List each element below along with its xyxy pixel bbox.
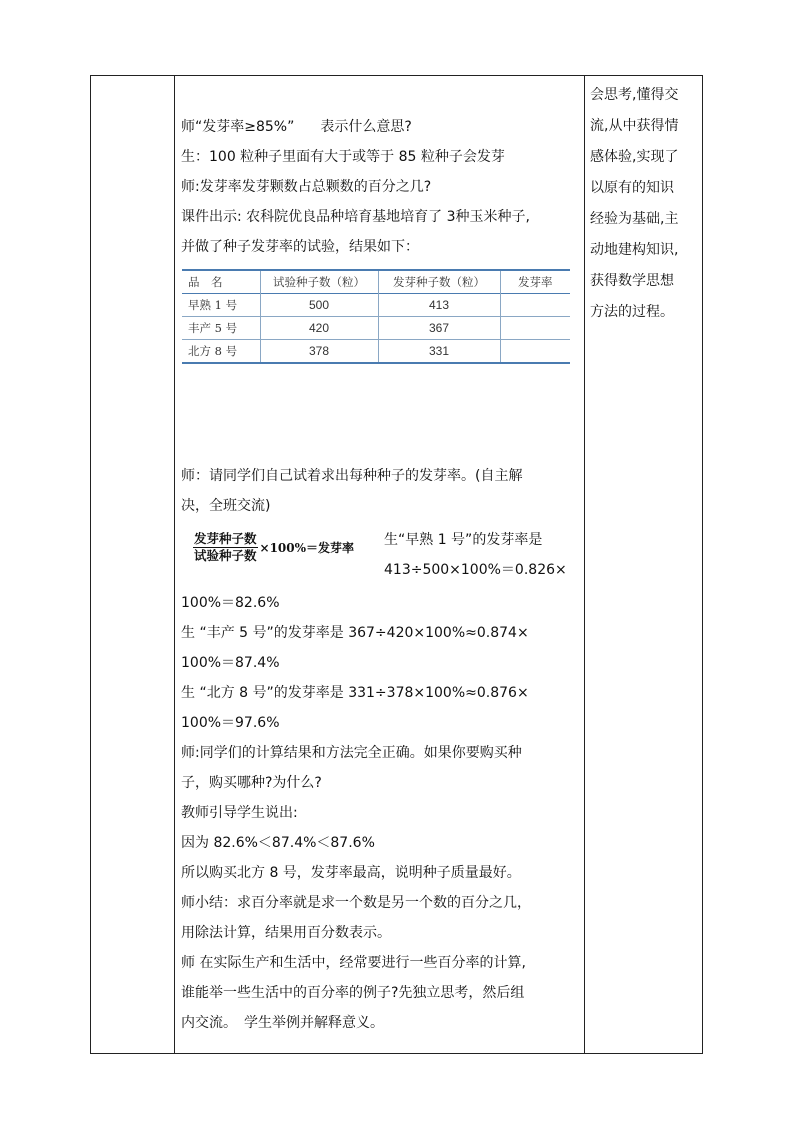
germination-rate-formula: [193, 531, 354, 564]
teacher-line: 子，购买哪种?为什么?: [181, 775, 322, 791]
student-answer-calc: 413÷500×100%＝0.826×: [384, 562, 567, 578]
summary-line: 用除法计算，结果用百分数表示。: [181, 925, 391, 941]
formula-fraction: [193, 531, 258, 564]
result-line: 100%＝97.6%: [181, 715, 280, 731]
comparison-line: 因为 82.6%＜87.4%＜87.6%: [181, 835, 375, 851]
conclusion-line: 所以购买北方 8 号，发芽率最高，说明种子质量最好。: [181, 865, 521, 881]
student-answer-early: [384, 525, 567, 585]
result-line: 100%＝82.6%: [181, 595, 280, 611]
teacher-line: 教师引导学生说出:: [181, 805, 298, 821]
table-row: [182, 317, 570, 340]
student-answer-line: 生 “北方 8 号”的发芽率是 331÷378×100%≈0.876×: [181, 685, 529, 701]
table-row: [182, 340, 570, 364]
courseware-line: 课件出示: 农科院优良品种培育基地培育了 3种玉米种子,: [181, 209, 530, 225]
result-line: 100%＝87.4%: [181, 655, 280, 671]
table-cell: 北方 8 号: [188, 344, 238, 358]
design-intent-column: [590, 80, 700, 328]
note-line: 动地建构知识,: [590, 242, 679, 258]
table-header-cell: 试验种子数（粒）: [260, 270, 378, 294]
table-cell: 丰产 5 号: [188, 321, 238, 335]
line-text: 师“发芽率≥85%”: [181, 119, 295, 135]
formula-denominator: 试验种子数: [194, 548, 257, 563]
table-header-row: [182, 270, 570, 294]
note-line: 方法的过程。: [590, 304, 674, 320]
table-cell: [500, 340, 570, 364]
teacher-instruction-line-2: 决，全班交流): [181, 498, 271, 514]
table-cell: 367: [378, 317, 500, 340]
summary-line: 师小结：求百分率就是求一个数是另一个数的百分之几，: [181, 895, 531, 911]
courseware-line-2: 并做了种子发芽率的试验，结果如下：: [181, 239, 419, 255]
table-header-cell: 发芽种子数（粒）: [378, 270, 500, 294]
table-cell: 420: [260, 317, 378, 340]
table-header-cell: 品 名: [188, 275, 223, 289]
table-header-cell: 发芽率: [500, 270, 570, 294]
table-cell: [500, 317, 570, 340]
seed-germination-table: [182, 269, 570, 364]
teacher-line: 师:同学们的计算结果和方法完全正确。如果你要购买种: [181, 745, 522, 761]
teacher-line: 内交流。 学生举例并解释意义。: [181, 1015, 384, 1031]
teacher-line: 师:发芽率发芽颗数占总颗数的百分之几?: [181, 179, 432, 195]
table-cell: 早熟 1 号: [188, 298, 238, 312]
note-line: 感体验,实现了: [590, 149, 679, 165]
table-cell: 413: [378, 294, 500, 317]
note-line: 获得数学思想: [590, 273, 674, 289]
line-text-tail: 表示什么意思?: [320, 119, 412, 135]
student-answer-line: 生“早熟 1 号”的发芽率是: [384, 532, 543, 548]
student-answer-line: 生：100 粒种子里面有大于或等于 85 粒种子会发芽: [181, 149, 505, 165]
teacher-instruction-line: 师：请同学们自己试着求出每种种子的发芽率。(自主解: [181, 468, 523, 484]
lesson-content-column: [181, 112, 579, 262]
student-answer-line: 生 “丰产 5 号”的发芽率是 367÷420×100%≈0.874×: [181, 625, 529, 641]
table-cell: 331: [378, 340, 500, 364]
calculation-discussion-section: [181, 588, 579, 1038]
table-row: [182, 294, 570, 317]
table-cell: 500: [260, 294, 378, 317]
column-divider-left: [174, 75, 175, 1054]
note-line: 会思考,懂得交: [590, 87, 679, 103]
table-cell: 378: [260, 340, 378, 364]
formula-numerator: 发芽种子数: [194, 531, 257, 546]
teacher-line: 师 在实际生产和生活中，经常要进行一些百分率的计算,: [181, 955, 526, 971]
teacher-question-line: [181, 112, 579, 142]
note-line: 经验为基础,主: [590, 211, 679, 227]
table-cell: [500, 294, 570, 317]
note-line: 以原有的知识: [590, 180, 674, 196]
note-line: 流,从中获得情: [590, 118, 679, 134]
self-solve-section: [181, 461, 579, 521]
teacher-line: 谁能举一些生活中的百分率的例子?先独立思考，然后组: [181, 985, 525, 1001]
formula-rest: ×100%＝发芽率: [259, 541, 355, 555]
column-divider-right: [584, 75, 585, 1054]
